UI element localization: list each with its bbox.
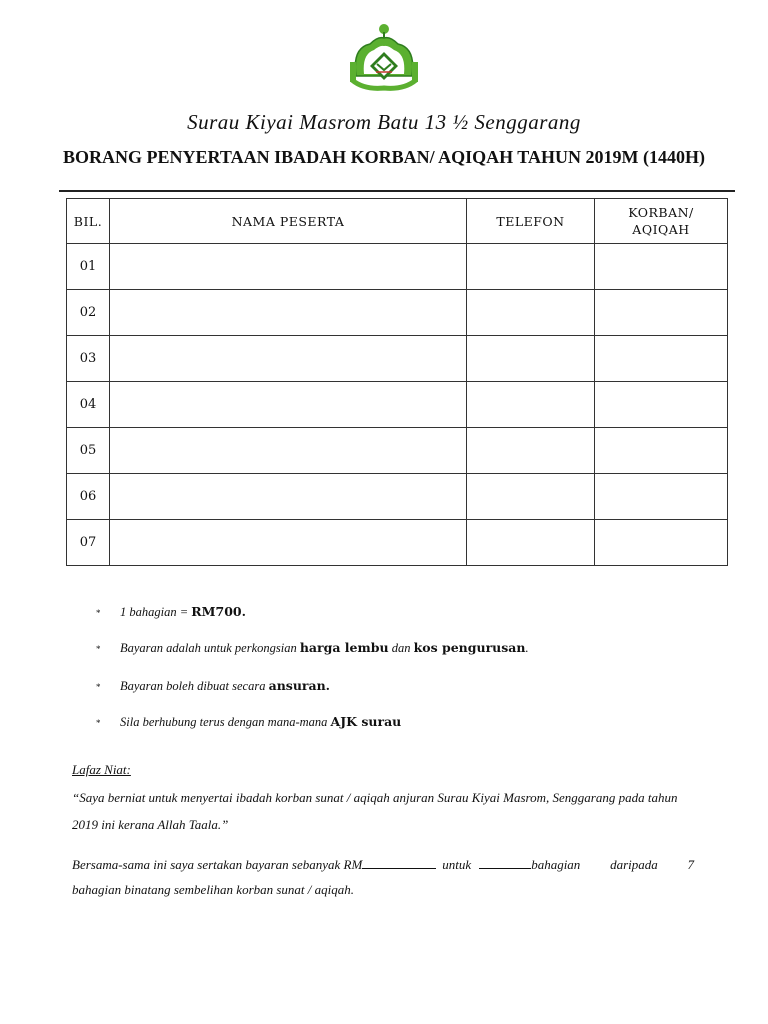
korban-aqiqah-cell[interactable] [595, 244, 728, 290]
note-text: Bayaran boleh dibuat secara [120, 679, 269, 693]
note-item [96, 640, 529, 656]
note-text: Sila berhubung terus dengan mana-mana [120, 715, 331, 729]
note-item [96, 604, 246, 620]
telefon-cell[interactable] [467, 474, 595, 520]
nama-cell[interactable] [110, 336, 467, 382]
korban-aqiqah-cell[interactable] [595, 520, 728, 566]
note-emphasis: kos pengurusan [413, 640, 526, 655]
row-number: 03 [67, 336, 110, 382]
title-divider [59, 190, 735, 192]
niat-text-line-2: 2019 ini kerana Allah Taala.” [72, 817, 229, 832]
surau-logo [344, 18, 424, 98]
row-number: 04 [67, 382, 110, 428]
note-emphasis: harga lembu [299, 640, 389, 655]
table-row [67, 290, 728, 336]
asterisk-bullet-icon: * [96, 682, 101, 693]
row-number: 05 [67, 428, 110, 474]
nama-cell[interactable] [110, 290, 467, 336]
surau-title: Surau Kiyai Masrom Batu 13 ½ Senggarang [187, 110, 581, 134]
table-row [67, 244, 728, 290]
telefon-cell[interactable] [467, 382, 595, 428]
nama-cell[interactable] [110, 244, 467, 290]
bahagian-count-blank-field[interactable] [479, 856, 531, 869]
table-row [67, 474, 728, 520]
asterisk-bullet-icon: * [96, 608, 101, 619]
korban-aqiqah-cell[interactable] [595, 290, 728, 336]
table-row [67, 428, 728, 474]
table-row [67, 520, 728, 566]
col-korban-aqiqah [595, 199, 728, 244]
telefon-cell[interactable] [467, 244, 595, 290]
lafaz-niat-heading: Lafaz Niat: [72, 762, 131, 777]
telefon-cell[interactable] [467, 428, 595, 474]
nama-cell[interactable] [110, 474, 467, 520]
note-emphasis: RM700. [191, 604, 246, 619]
note-text: dan [388, 641, 414, 655]
note-emphasis: ansuran. [268, 678, 331, 693]
table-header-row [67, 199, 728, 244]
korban-aqiqah-cell[interactable] [595, 336, 728, 382]
note-emphasis: AJK surau [330, 714, 402, 729]
row-number: 06 [67, 474, 110, 520]
participant-table [66, 198, 728, 566]
col-aqiqah-label: AQIQAH [632, 222, 690, 237]
asterisk-bullet-icon: * [96, 718, 101, 729]
korban-aqiqah-cell[interactable] [595, 474, 728, 520]
form-title: BORANG PENYERTAAN IBADAH KORBAN/ AQIQAH TAHUN 2019M (1440H) [63, 147, 705, 167]
note-item [96, 678, 330, 694]
nama-cell[interactable] [110, 520, 467, 566]
payment-number: 7 [687, 857, 694, 872]
col-korban-label: KORBAN/ [628, 205, 694, 220]
col-telefon: TELEFON [467, 199, 595, 244]
asterisk-bullet-icon: * [96, 644, 101, 655]
col-nama-peserta: NAMA PESERTA [110, 199, 467, 244]
note-text: Bayaran adalah untuk perkongsian [120, 641, 300, 655]
korban-aqiqah-cell[interactable] [595, 428, 728, 474]
nama-cell[interactable] [110, 382, 467, 428]
note-text: . [525, 641, 529, 655]
table-row [67, 336, 728, 382]
note-text: 1 bahagian = [120, 605, 192, 619]
col-bil: BIL. [67, 199, 110, 244]
row-number: 02 [67, 290, 110, 336]
payment-line [72, 856, 694, 873]
korban-aqiqah-cell[interactable] [595, 382, 728, 428]
table-row [67, 382, 728, 428]
payment-line-2: bahagian binatang sembelihan korban sunat / aqiqah. [72, 882, 355, 897]
payment-text: untuk [442, 857, 472, 872]
payment-text: daripada [610, 857, 658, 872]
amount-blank-field[interactable] [362, 856, 436, 869]
telefon-cell[interactable] [467, 290, 595, 336]
nama-cell[interactable] [110, 428, 467, 474]
row-number: 07 [67, 520, 110, 566]
payment-text: bahagian [531, 857, 581, 872]
telefon-cell[interactable] [467, 520, 595, 566]
niat-text-line-1: “Saya berniat untuk menyertai ibadah korban sunat / aqiqah anjuran Surau Kiyai Masrom, Senggarang pada tahun [72, 790, 678, 805]
telefon-cell[interactable] [467, 336, 595, 382]
row-number: 01 [67, 244, 110, 290]
mosque-dome-icon [344, 18, 424, 98]
note-item [96, 714, 401, 730]
payment-text: Bersama-sama ini saya sertakan bayaran sebanyak RM [72, 857, 363, 872]
